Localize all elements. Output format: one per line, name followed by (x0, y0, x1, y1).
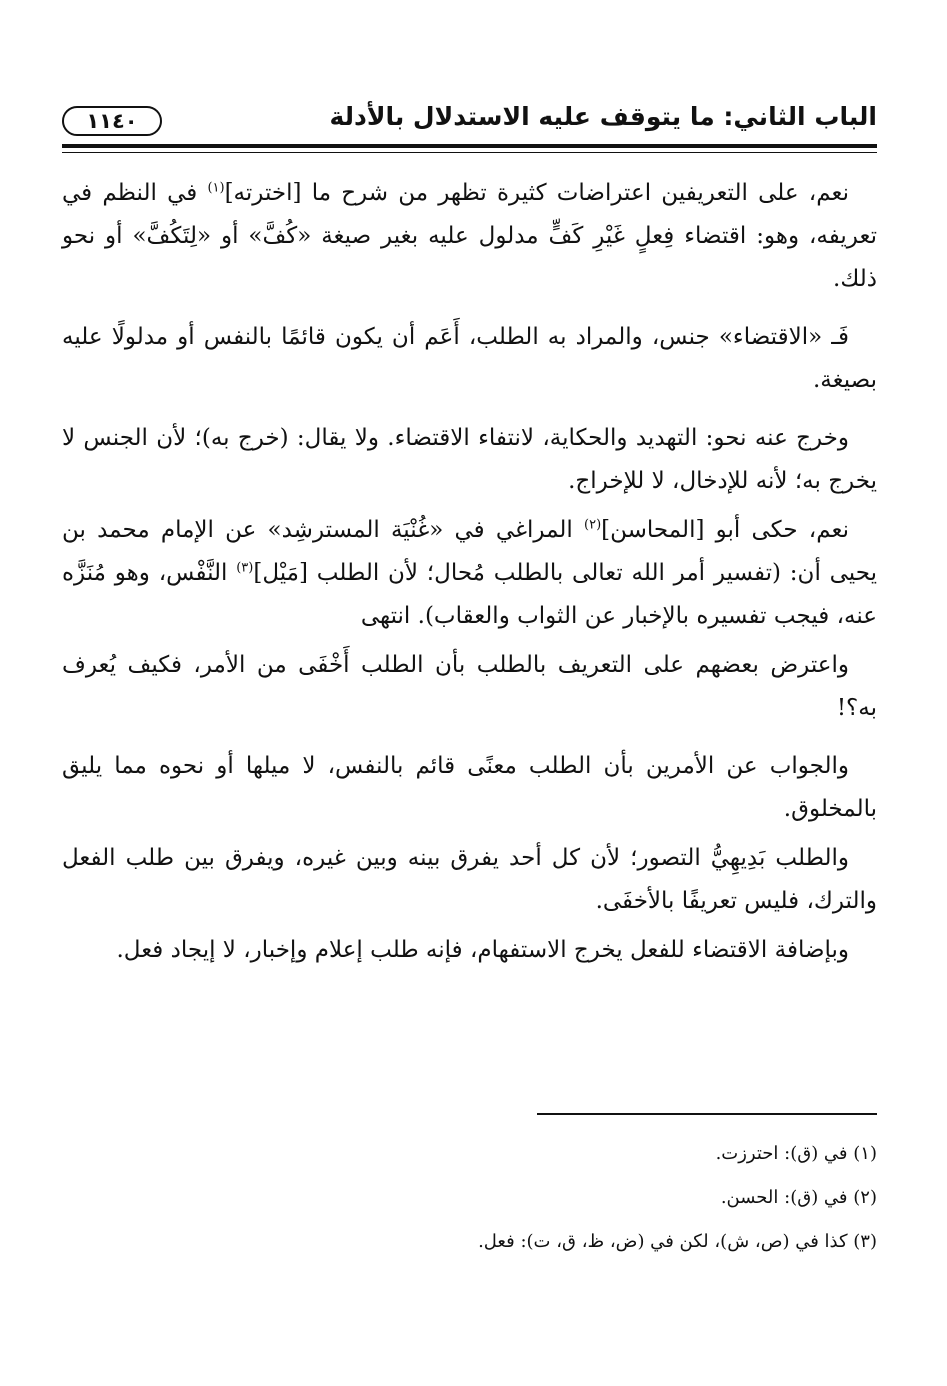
paragraph-6: والجواب عن الأمرين بأن الطلب معنًى قائم بالنفس، لا ميلها أو نحوه مما يليق بالمخلوق. (62, 753, 877, 822)
paragraph-4 (62, 509, 877, 638)
footnote-1: (١) في (ق): احترزت. (715, 1143, 877, 1164)
page-number: ١١٤٠ (62, 106, 162, 136)
book-page (62, 0, 877, 1386)
page-header (62, 96, 877, 144)
footnote-ref-3: (٣) (236, 560, 254, 576)
header-rule-thin (62, 152, 877, 153)
header-rule-thick (62, 144, 877, 148)
paragraph-7: والطلب بَدِيهِيُّ التصور؛ لأن كل أحد يفرق بينه وبين غيره، ويفرق بين طلب الفعل والترك، فليس تعريفًا بالأخفَى. (62, 845, 877, 914)
paragraph-1-text-b: في النظم في تعريفه، وهو: اقتضاء فِعلٍ غَيْرِ كَفٍّ مدلول عليه بغير صيغة «كُفَّ» أو «لِتَكُفَّ» أو نحو ذلك. (62, 180, 877, 292)
paragraph-8: وبإضافة الاقتضاء للفعل يخرج الاستفهام، فإنه طلب إعلام وإخبار، لا إيجاد فعل. (116, 937, 849, 963)
paragraph-4-text-c: النَّفْس، وهو مُنَزَّه عنه، فيجب تفسيره بالإخبار عن الثواب والعقاب). انتهى (62, 560, 877, 629)
footnotes (62, 1142, 877, 1274)
paragraph-1-text-a: نعم، على التعريفين اعتراضات كثيرة تظهر من شرح ما [اخترته] (224, 180, 850, 206)
paragraph-1 (62, 172, 877, 301)
paragraph-3: وخرج عنه نحو: التهديد والحكاية، لانتفاء الاقتضاء. ولا يقال: (خرج به)؛ لأن الجنس لا يخرج به؛ لأنه للإدخال، لا للإخراج. (62, 425, 877, 494)
paragraph-5: واعترض بعضهم على التعريف بالطلب بأن الطلب أَخْفَى من الأمر، فكيف يُعرف به؟! (62, 652, 877, 721)
paragraph-4-text-b: المراغي في «غُنْيَة المسترشِد» عن الإمام محمد بن يحيى أن: (تفسير أمر الله تعالى بالطلب مُحال؛ لأن الطلب [مَيْل] (62, 517, 877, 586)
running-title: الباب الثاني: ما يتوقف عليه الاستدلال بالأدلة (329, 102, 877, 131)
footnote-separator (537, 1113, 877, 1115)
footnote-3: (٣) كذا في (ص، ش)، لكن في (ض، ظ، ق، ت): فعل. (478, 1231, 877, 1252)
paragraph-4-text-a: نعم، حكى أبو [المحاسن] (601, 517, 850, 543)
paragraph-2: فَـ «الاقتضاء» جنس، والمراد به الطلب، أَعَم أن يكون قائمًا بالنفس أو مدلولًا عليه بصيغة. (62, 324, 877, 393)
footnote-ref-2: (٢) (584, 517, 602, 533)
footnote-ref-1: (١) (207, 180, 225, 196)
main-text (62, 172, 877, 972)
footnote-2: (٢) في (ق): الحسن. (720, 1187, 877, 1208)
